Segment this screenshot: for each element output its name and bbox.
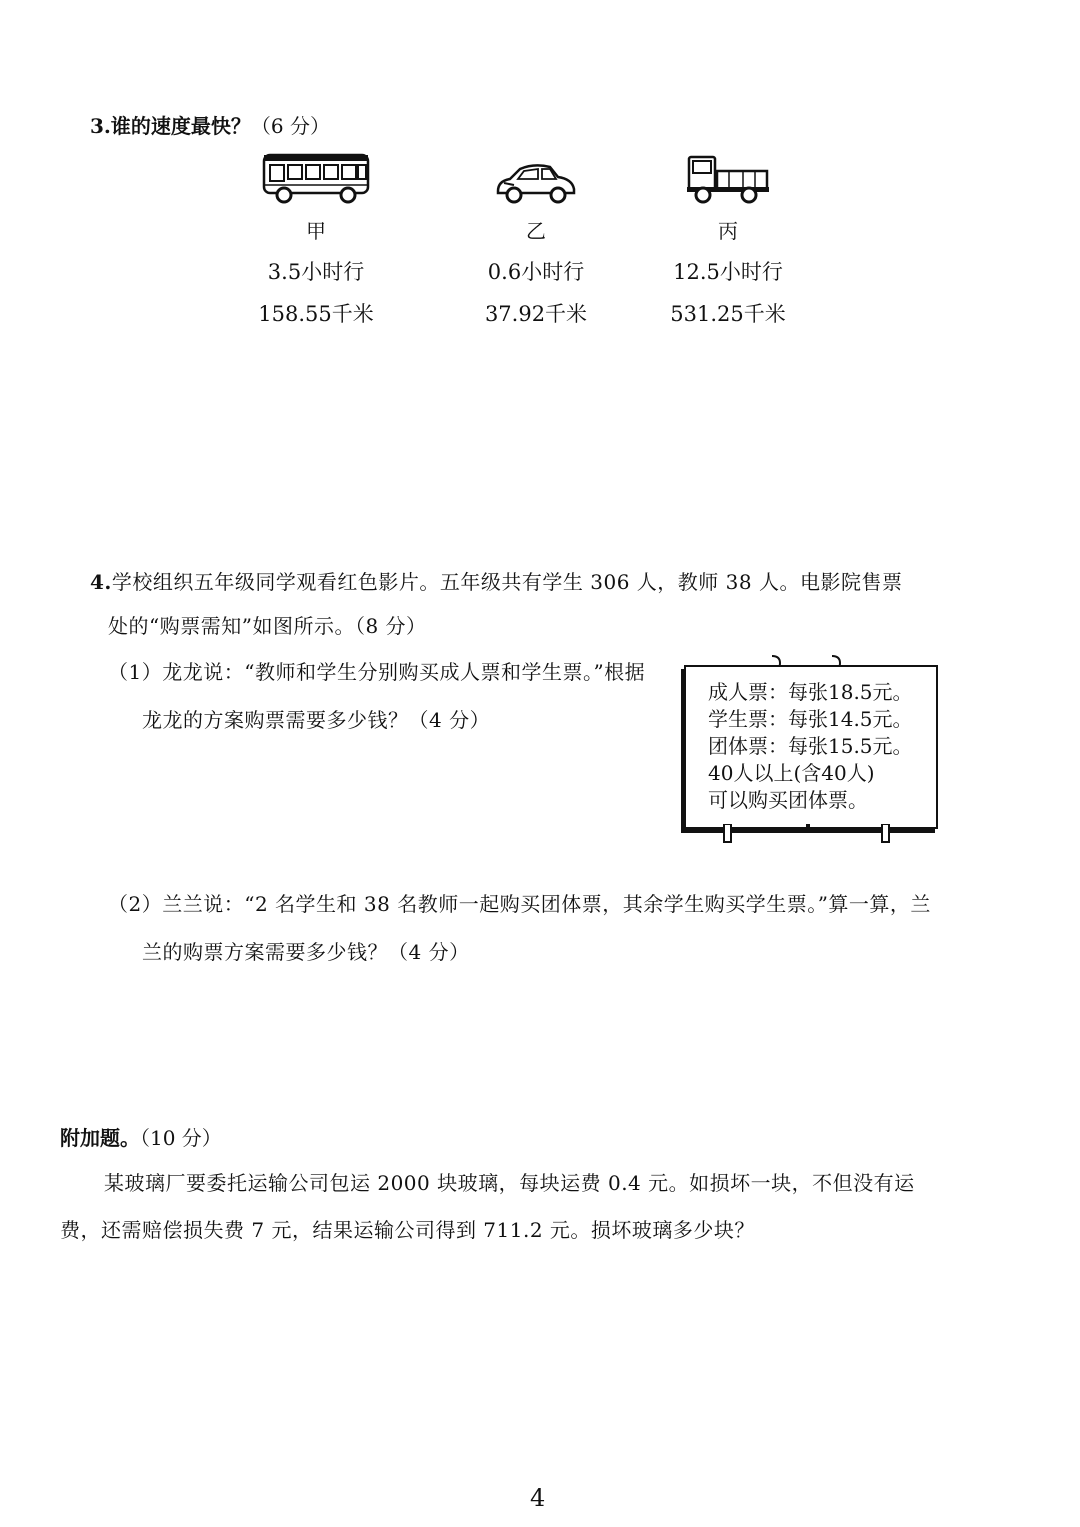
q3-number: 3. [90, 114, 111, 138]
vehicle-time: 0.6小时行 [487, 260, 585, 284]
vehicle-name: 甲 [306, 219, 326, 243]
car-icon [456, 145, 616, 205]
vehicle-time: 3.5小时行 [267, 260, 365, 284]
q4-sub1-line2: 龙龙的方案购票需要多少钱？（4 分） [142, 708, 491, 732]
vehicle-name: 丙 [718, 219, 738, 243]
vehicle-jia [236, 145, 396, 328]
bus-icon [236, 145, 396, 205]
board-row: 团体票：每张15.5元。 [708, 734, 913, 758]
q4-sub2-line2: 兰的购票方案需要多少钱？（4 分） [142, 940, 470, 964]
vehicle-distance: 37.92千米 [484, 302, 588, 326]
vehicle-distance: 158.55千米 [258, 302, 374, 326]
q4-sub2-line1: （2）兰兰说：“2 名学生和 38 名教师一起购买团体票，其余学生购买学生票。”算一算，兰 [108, 892, 931, 916]
board-row: 学生票：每张14.5元。 [708, 707, 913, 731]
bonus-line1: 某玻璃厂要委托运输公司包运 2000 块玻璃，每块运费 0.4 元。如损坏一块，不但没有运 [104, 1171, 915, 1195]
q4-line2: 处的“购票需知”如图所示。（8 分） [108, 614, 427, 638]
truck-icon [648, 145, 808, 205]
bonus-score: （10 分） [140, 1126, 222, 1150]
q4-number: 4. [90, 570, 112, 594]
page-number: 4 [530, 1484, 546, 1512]
q4-line1 [90, 566, 902, 595]
board-row: 成人票：每张18.5元。 [708, 680, 913, 704]
vehicle-name: 乙 [526, 219, 546, 243]
q3-title-text: 谁的速度最快？ [110, 114, 251, 138]
q4-sub1-line1: （1）龙龙说：“教师和学生分别购买成人票和学生票。”根据 [108, 660, 646, 684]
q4-line1-text: 学校组织五年级同学观看红色影片。五年级共有学生 306 人，教师 38 人。电影院售票 [111, 570, 903, 594]
bonus-title-text: 附加题。 [60, 1126, 140, 1150]
board-legs-icon [710, 824, 900, 846]
vehicle-bing [648, 145, 808, 328]
q3-title [90, 110, 330, 139]
board-row: 40人以上(含40人) [708, 761, 875, 785]
vehicle-distance: 531.25千米 [670, 302, 786, 326]
vehicle-yi [456, 145, 616, 328]
board-row: 可以购买团体票。 [708, 788, 868, 812]
q3-score: （6 分） [250, 114, 330, 138]
bonus-title [60, 1122, 222, 1151]
vehicle-time: 12.5小时行 [673, 260, 783, 284]
bonus-line2: 费，还需赔偿损失费 7 元，结果运输公司得到 711.2 元。损坏玻璃多少块？ [60, 1218, 755, 1242]
ticket-notice-board [684, 665, 938, 829]
